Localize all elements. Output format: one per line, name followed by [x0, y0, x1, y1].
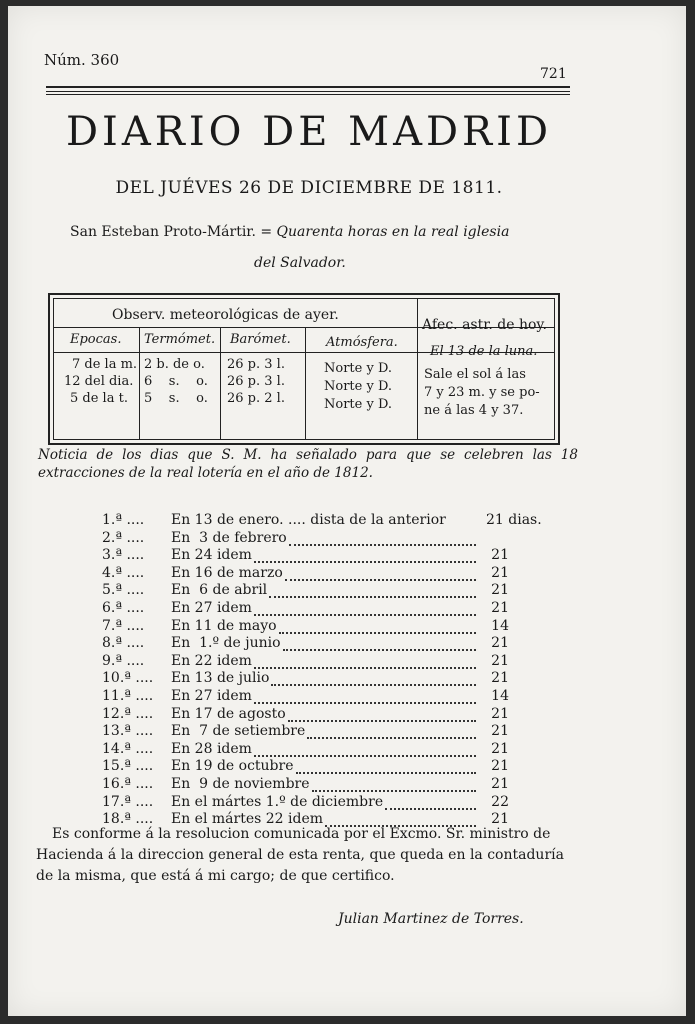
weather-table: [48, 293, 560, 445]
saint-note-continued: del Salvador.: [254, 255, 346, 271]
draw-row: [8, 600, 686, 618]
draw-interval-days: 21: [491, 758, 509, 775]
masthead-title: DIARIO DE MADRID: [65, 109, 553, 155]
draw-row: [8, 794, 686, 812]
draw-date: En 9 de noviembre: [171, 776, 310, 792]
col-barometro: Barómet.: [230, 332, 291, 347]
dot-leader: [307, 737, 476, 739]
dot-leader: [312, 790, 476, 792]
draw-ordinal: 10.ª ....: [102, 670, 154, 687]
draw-interval-days: 21 dias.: [486, 512, 542, 528]
heading-astronomy: Afec. astr. de hoy.: [422, 317, 547, 333]
astronomy-line: ne á las 4 y 37.: [424, 403, 524, 418]
astronomy-line: 7 y 23 m. y se po-: [424, 385, 540, 400]
draw-ordinal: 13.ª ....: [102, 723, 154, 740]
draw-ordinal: 7.ª ....: [102, 617, 145, 634]
issue-number: Núm. 360: [44, 51, 120, 69]
draw-interval-days: 14: [491, 617, 509, 634]
draw-interval-days: 21: [491, 652, 509, 669]
dot-leader: [296, 772, 476, 774]
atmosfera-cell: Norte y D.: [324, 379, 393, 394]
draw-interval-days: 21: [491, 723, 509, 740]
epoca-cell: 7 de la m.: [72, 357, 138, 372]
table-divider: [139, 327, 140, 440]
draw-ordinal: 4.ª ....: [102, 564, 145, 581]
draw-date: En 6 de abril: [171, 582, 268, 599]
masthead-rule: [46, 94, 570, 95]
draw-date: En 17 de agosto: [171, 705, 286, 722]
draw-row: [8, 618, 686, 636]
heading-observations: Observ. meteorológicas de ayer.: [112, 307, 339, 323]
draw-ordinal: 3.ª ....: [102, 547, 145, 564]
newspaper-page: [8, 6, 686, 1016]
draw-row: [8, 670, 686, 688]
termometro-cell: 6 s. o.: [144, 374, 208, 389]
barometro-cell: 26 p. 3 l.: [227, 374, 285, 389]
dot-leader: [279, 632, 476, 634]
lottery-notice: Noticia de los dias que S. M. ha señalado para que se celebren las 18 extracciones de la real lotería en el año de 1812.: [38, 447, 578, 481]
saint-name: San Esteban Proto-Mártir. =: [70, 224, 277, 240]
closing-text: Es conforme á la resolucion comunicada por el Excmo. Sr. ministro de Hacienda á la direccion general de esta renta, que queda en la contaduría de la misma, que está á mi cargo; de que certifico.: [36, 826, 564, 884]
col-atmosfera: Atmósfera.: [326, 335, 398, 350]
draw-date: En 27 idem: [171, 600, 252, 616]
draw-date: En 7 de setiembre: [171, 723, 306, 740]
dot-leader: [289, 544, 476, 546]
draw-ordinal: 18.ª ....: [102, 811, 154, 828]
draw-interval-days: 21: [491, 600, 509, 616]
epoca-cell: 12 del dia.: [64, 374, 134, 389]
atmosfera-cell: Norte y D.: [324, 397, 393, 412]
draw-row: [8, 547, 686, 565]
dot-leader: [254, 667, 476, 669]
draw-date: En 11 de mayo: [171, 617, 277, 634]
saint-of-day: [70, 224, 509, 240]
draw-ordinal: 12.ª ....: [102, 705, 154, 722]
draw-date: En 13 de julio: [171, 670, 270, 687]
page-number: 721: [540, 66, 567, 82]
draw-date: En 19 de octubre: [171, 758, 294, 775]
draw-date: En 3 de febrero: [171, 529, 287, 546]
draw-date: En el mártes 1.º de diciembre: [171, 793, 384, 810]
dot-leader: [283, 649, 476, 651]
table-divider: [305, 327, 306, 440]
masthead-rule: [46, 86, 570, 88]
draw-interval-days: 21: [491, 740, 509, 757]
atmosfera-cell: Norte y D.: [324, 361, 393, 376]
draw-interval-days: 21: [491, 564, 509, 581]
dot-leader: [254, 561, 476, 563]
col-termometro: Termómet.: [144, 332, 216, 347]
table-divider: [417, 298, 418, 440]
dot-leader: [285, 579, 476, 581]
draw-ordinal: 2.ª ....: [102, 529, 145, 546]
draw-row: [8, 530, 686, 548]
dot-leader: [254, 702, 476, 704]
draw-interval-days: 21: [491, 776, 509, 792]
termometro-cell: 2 b. de o.: [144, 357, 205, 372]
signature: Julian Martinez de Torres.: [338, 911, 524, 927]
table-divider: [220, 327, 221, 440]
termometro-cell: 5 s. o.: [144, 391, 208, 406]
col-luna: El 13 de la luna.: [430, 344, 538, 359]
draw-row: [8, 635, 686, 653]
dot-leader: [269, 596, 476, 598]
draw-ordinal: 15.ª ....: [102, 758, 154, 775]
dot-leader: [271, 684, 476, 686]
dot-leader: [385, 808, 476, 810]
draw-row: [8, 688, 686, 706]
draw-ordinal: 16.ª ....: [102, 776, 154, 792]
masthead-rule: [46, 91, 570, 92]
draw-interval-days: 21: [491, 705, 509, 722]
barometro-cell: 26 p. 2 l.: [227, 391, 285, 406]
draw-row: [8, 565, 686, 583]
dot-leader: [288, 720, 476, 722]
draw-date: En 22 idem: [171, 652, 252, 669]
draw-row: [8, 582, 686, 600]
draw-row: [8, 706, 686, 724]
draw-ordinal: 14.ª ....: [102, 740, 154, 757]
draw-ordinal: 8.ª ....: [102, 635, 145, 652]
draw-interval-days: 21: [491, 547, 509, 564]
dot-leader: [254, 755, 476, 757]
dot-leader: [254, 614, 476, 616]
draw-row: [8, 758, 686, 776]
draw-interval-days: 21: [491, 670, 509, 687]
barometro-cell: 26 p. 3 l.: [227, 357, 285, 372]
draw-ordinal: 6.ª ....: [102, 600, 145, 616]
draw-interval-days: 21: [491, 811, 509, 828]
col-epocas: Epocas.: [70, 332, 122, 347]
draw-date: En 27 idem: [171, 688, 252, 704]
draw-date: En 1.º de junio: [171, 635, 281, 652]
draw-interval-days: 14: [491, 688, 509, 704]
draw-interval-days: 22: [491, 793, 509, 810]
draw-ordinal: 17.ª ....: [102, 793, 154, 810]
draw-ordinal: 9.ª ....: [102, 652, 145, 669]
draw-row: [8, 741, 686, 759]
draw-row: [8, 512, 686, 530]
draw-date: En 13 de enero. .... dista de la anterior: [171, 512, 446, 528]
saint-note: Quarenta horas en la real iglesia: [276, 224, 510, 240]
draw-row: [8, 776, 686, 794]
draw-date: En 16 de marzo: [171, 564, 283, 581]
closing-certification: [36, 824, 576, 887]
draw-ordinal: 11.ª ....: [102, 688, 154, 704]
draw-row: [8, 653, 686, 671]
epoca-cell: 5 de la t.: [70, 391, 128, 406]
draw-date: En 24 idem: [171, 547, 252, 564]
astronomy-line: Sale el sol á las: [424, 367, 526, 382]
dateline: DEL JUÉVES 26 DE DICIEMBRE DE 1811.: [115, 178, 503, 198]
draw-row: [8, 723, 686, 741]
draw-interval-days: 21: [491, 582, 509, 599]
draw-date: En 28 idem: [171, 740, 252, 757]
draw-ordinal: 5.ª ....: [102, 582, 145, 599]
draw-ordinal: 1.ª ....: [102, 512, 145, 528]
draw-date: En el mártes 22 idem: [171, 811, 324, 828]
draw-interval-days: 21: [491, 635, 509, 652]
